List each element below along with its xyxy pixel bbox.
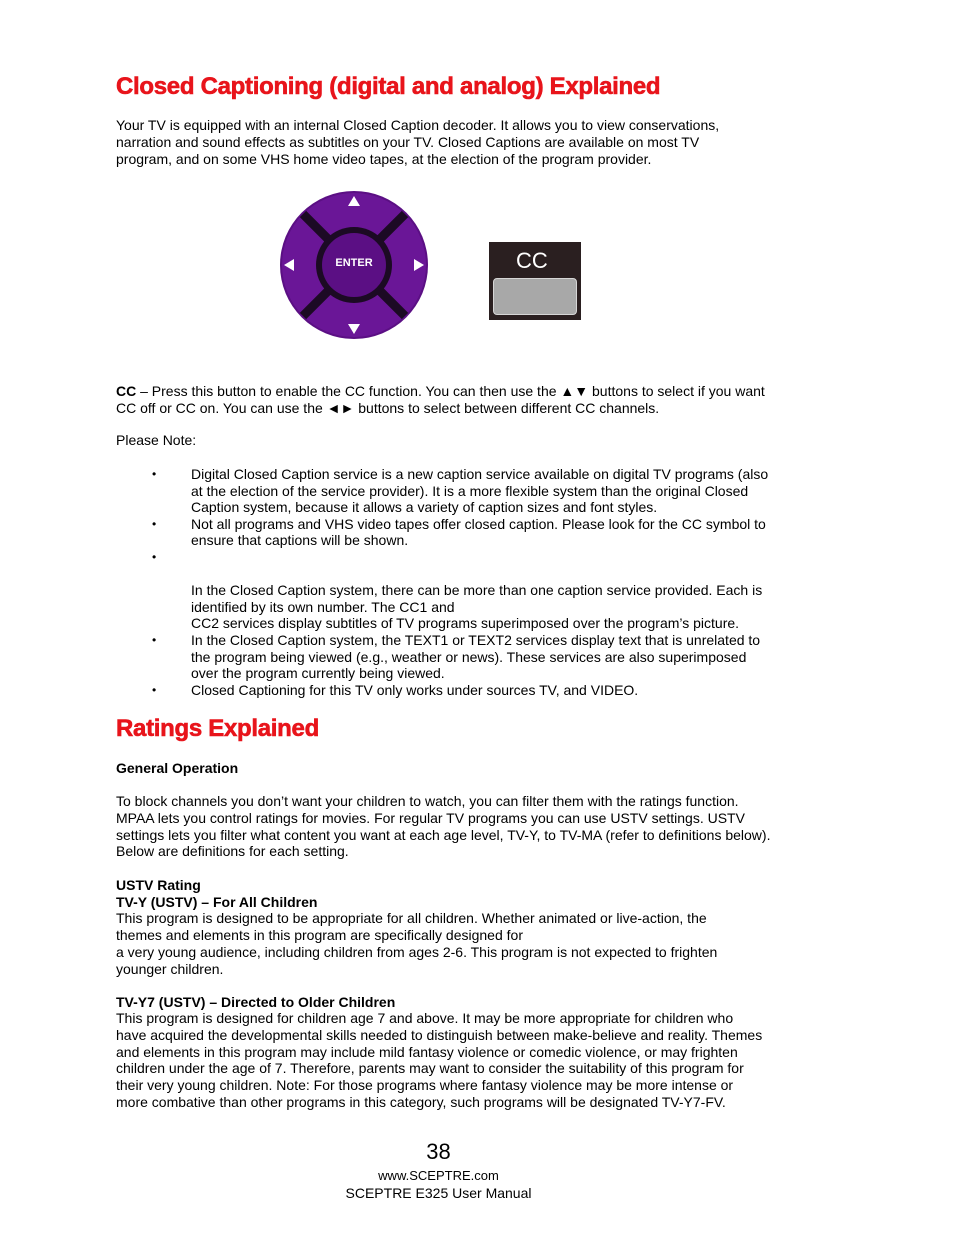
- bullet-icon: •: [152, 682, 157, 697]
- note-text: In the Closed Caption system, the TEXT1 or TEXT2 services display text that is unrelated to the program being viewed (e.g., weather or news). These services are also superimposed over the program currently being viewed.: [191, 631, 761, 682]
- note-text: In the Closed Caption system, there can be more than one caption service provided. Each is identified by its own number. The CC1 and CC2 services display subtitles of TV programs superimposed over the program’s picture.: [191, 582, 763, 632]
- general-operation-heading: General Operation: [116, 760, 239, 776]
- tvy-text-2: a very young audience, including children from ages 2-6. This program is not expected to frighten younger children.: [116, 944, 718, 977]
- cc-button-label: CC: [516, 248, 548, 273]
- list-item: [116, 632, 776, 682]
- enter-button-label: ENTER: [335, 257, 373, 269]
- bullet-icon: •: [152, 467, 157, 481]
- general-operation-text: To block channels you don’t want your children to watch, you can filter them with the ratings function. MPAA lets you control ratings for movies. For regular TV programs you can use USTV settings. USTV settings lets you filter what content you want at each age level, TV-Y, to TV-MA (refer to definitions below). Below are definitions for each setting.: [116, 793, 771, 860]
- cc-desc-text: – Press this button to enable the CC function. You can then use the ▲▼ buttons to select if you want CC off or CC on. You can use the ◄► buttons to select between different CC channels.: [116, 383, 765, 416]
- cc-intro-paragraph: Your TV is equipped with an internal Closed Caption decoder. It allows you to view conservations, narration and sound effects as subtitles on your TV. Closed Captions are available on most TV program, and on some VHS home video tapes, at the election of the program provider.: [116, 117, 720, 167]
- bullet-icon: •: [152, 516, 157, 531]
- cc-term: CC: [116, 383, 137, 399]
- bullet-icon: •: [152, 632, 157, 647]
- tvy7-text: This program is designed for children age 7 and above. It may be more appropriate for children who have acquired the developmental skills needed to distinguish between make-believe and reality. Themes and elements in this program may include mild fantasy violence or comedic violence, or may frighten children under the age of 7. Therefore, parents may want to consider the suitability of this program for their very young children. Note: For those programs where fantasy violence may be more intense or more combative than other programs in this category, such programs will be designated TV-Y7-FV.: [116, 1010, 763, 1110]
- list-item: [116, 682, 776, 699]
- remote-nav-pad: [279, 190, 429, 340]
- notes-list: [116, 466, 776, 698]
- please-note-label: Please Note:: [116, 432, 197, 448]
- footer-website: www.SCEPTRE.com: [378, 1168, 499, 1183]
- cc-button-illustration: [489, 242, 581, 320]
- note-text: Digital Closed Caption service is a new caption service available on digital TV programs (also at the election of the service provider). It is a more flexible system than the original Closed Caption system, because it allows a variety of caption sizes and font styles.: [191, 466, 769, 516]
- cc-description: [116, 383, 766, 417]
- ratings-section-title: Ratings Explained: [116, 715, 319, 742]
- list-item: [116, 549, 776, 632]
- note-text: Closed Captioning for this TV only works under sources TV, and VIDEO.: [191, 681, 639, 698]
- footer-manual-title: SCEPTRE E325 User Manual: [345, 1185, 532, 1201]
- list-item: [116, 516, 776, 549]
- cc-button-face: [493, 278, 577, 315]
- tvy7-heading: TV-Y7 (USTV) – Directed to Older Children: [116, 994, 396, 1010]
- list-item: [116, 466, 776, 516]
- tvy-text-1: This program is designed to be appropriate for all children. Whether animated or live-action, the themes and elements in this program are specifically designed for: [116, 910, 707, 943]
- bullet-icon: •: [152, 549, 157, 564]
- page-number: 38: [426, 1139, 451, 1164]
- cc-section-title: Closed Captioning (digital and analog) Explained: [116, 73, 661, 100]
- tvy-heading: TV-Y (USTV) – For All Children: [116, 894, 318, 910]
- ustv-rating-heading: USTV Rating: [116, 877, 201, 893]
- note-text: Not all programs and VHS video tapes offer closed caption. Please look for the CC symbol to ensure that captions will be shown.: [191, 515, 766, 549]
